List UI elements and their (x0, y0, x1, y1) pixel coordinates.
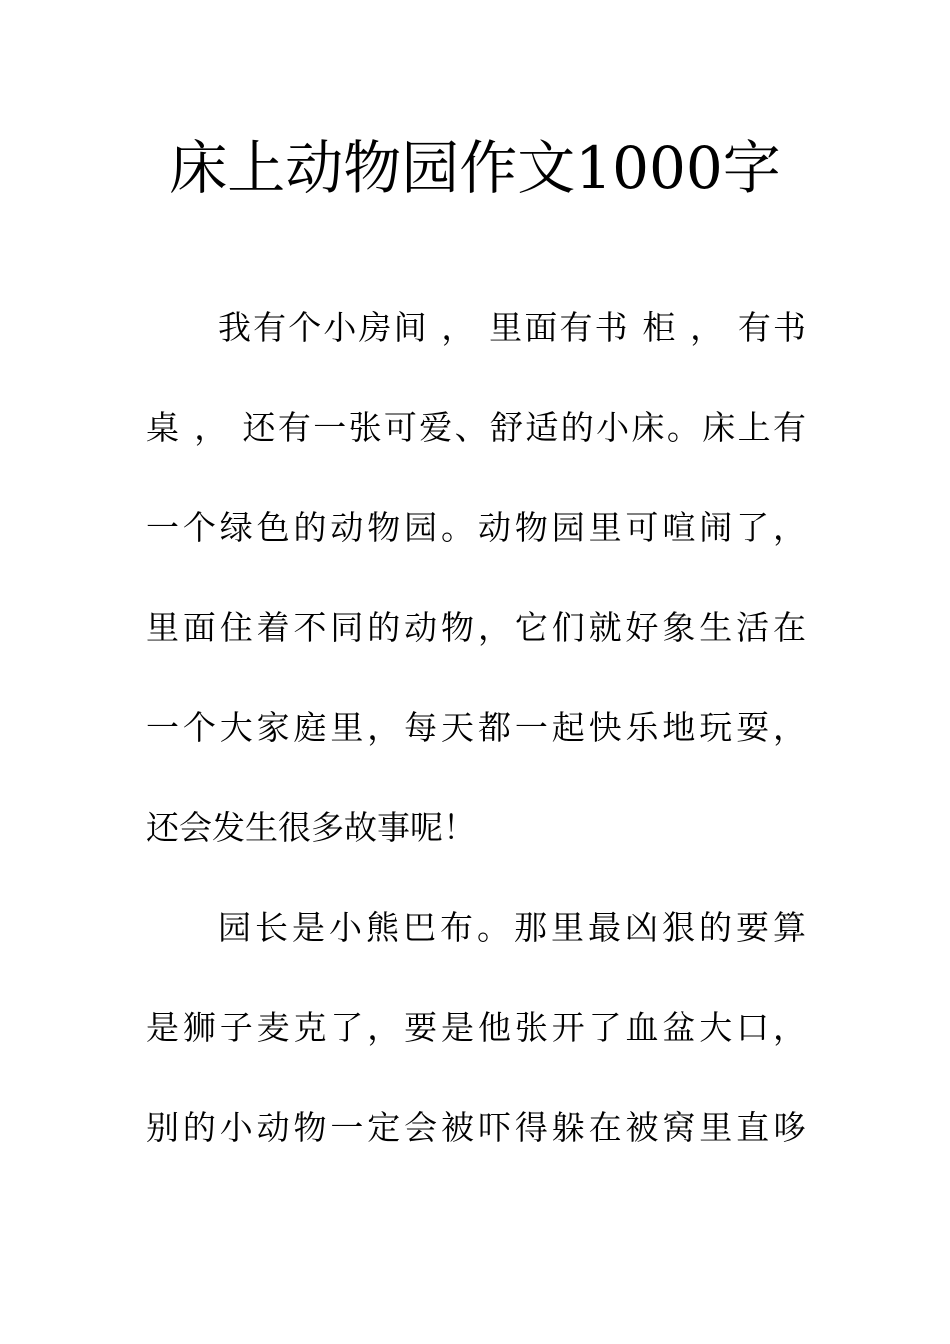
paragraph-line: 园长是小熊巴布。那里最凶狠的要算 (218, 908, 806, 947)
paragraph-line: 是狮子麦克了，要是他张开了血盆大口， (146, 1008, 806, 1047)
paragraph-line: 一个绿色的动物园。动物园里可喧闹了， (146, 508, 806, 547)
paragraph-line: 一个大家庭里，每天都一起快乐地玩耍， (146, 708, 806, 747)
paragraph-line: 还会发生很多故事呢！ (146, 808, 476, 847)
paragraph-line: 桌 ， 还有一张可爱、舒适的小床。床上有 (146, 408, 806, 447)
document-title: 床上动物园作文1000字 (169, 134, 781, 202)
paragraph-line: 别的小动物一定会被吓得躲在被窝里直哆 (146, 1108, 806, 1147)
paragraph-line: 里面住着不同的动物，它们就好象生活在 (146, 608, 806, 647)
paragraph-line: 我有个小房间 ， 里面有书 柜 ， 有书 (218, 308, 806, 347)
